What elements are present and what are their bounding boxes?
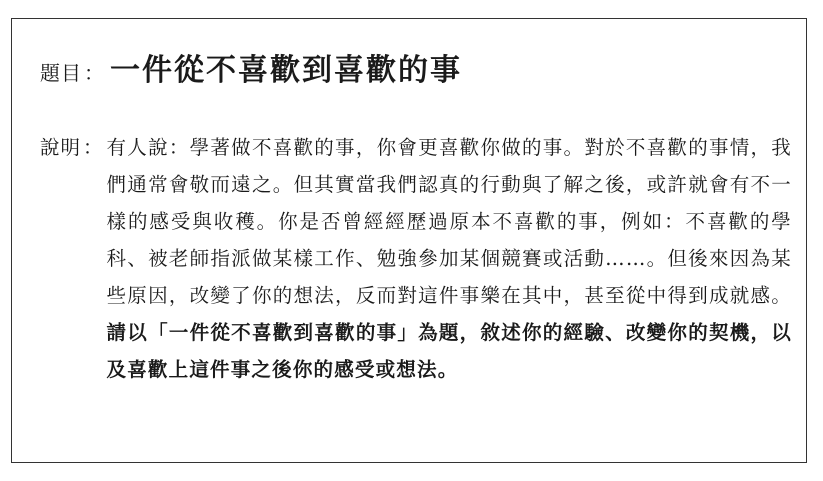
description-label: 說明 [40, 136, 82, 159]
topic-title: 一件從不喜歡到喜歡的事 [110, 53, 462, 88]
prompt-box [11, 18, 807, 463]
description-text: 有人說：學著做不喜歡的事，你會更喜歡你做的事。對於不喜歡的事情，我們通常會敬而遠之。但其實當我們認真的行動與了解之後，或許就會有不一樣的感受與收穫。你是否曾經經歷過原本不喜歡的事，例如：不喜歡的學科、被老師指派做某樣工作、勉強參加某個競賽或活動……。但後來因為某些原因，改變了你的想法，反而對這件事樂在其中，甚至從中得到成就感。 [106, 136, 792, 307]
topic-row [40, 45, 462, 89]
description-body [107, 129, 792, 388]
topic-colon: ： [84, 61, 104, 85]
description-block [40, 129, 792, 388]
description-colon: ： [83, 136, 103, 159]
description-instruction: 請以「一件從不喜歡到喜歡的事」為題，敘述你的經驗、改變你的契機，以及喜歡上這件事之後你的感受或想法。 [106, 321, 792, 381]
topic-label: 題目 [40, 61, 82, 85]
